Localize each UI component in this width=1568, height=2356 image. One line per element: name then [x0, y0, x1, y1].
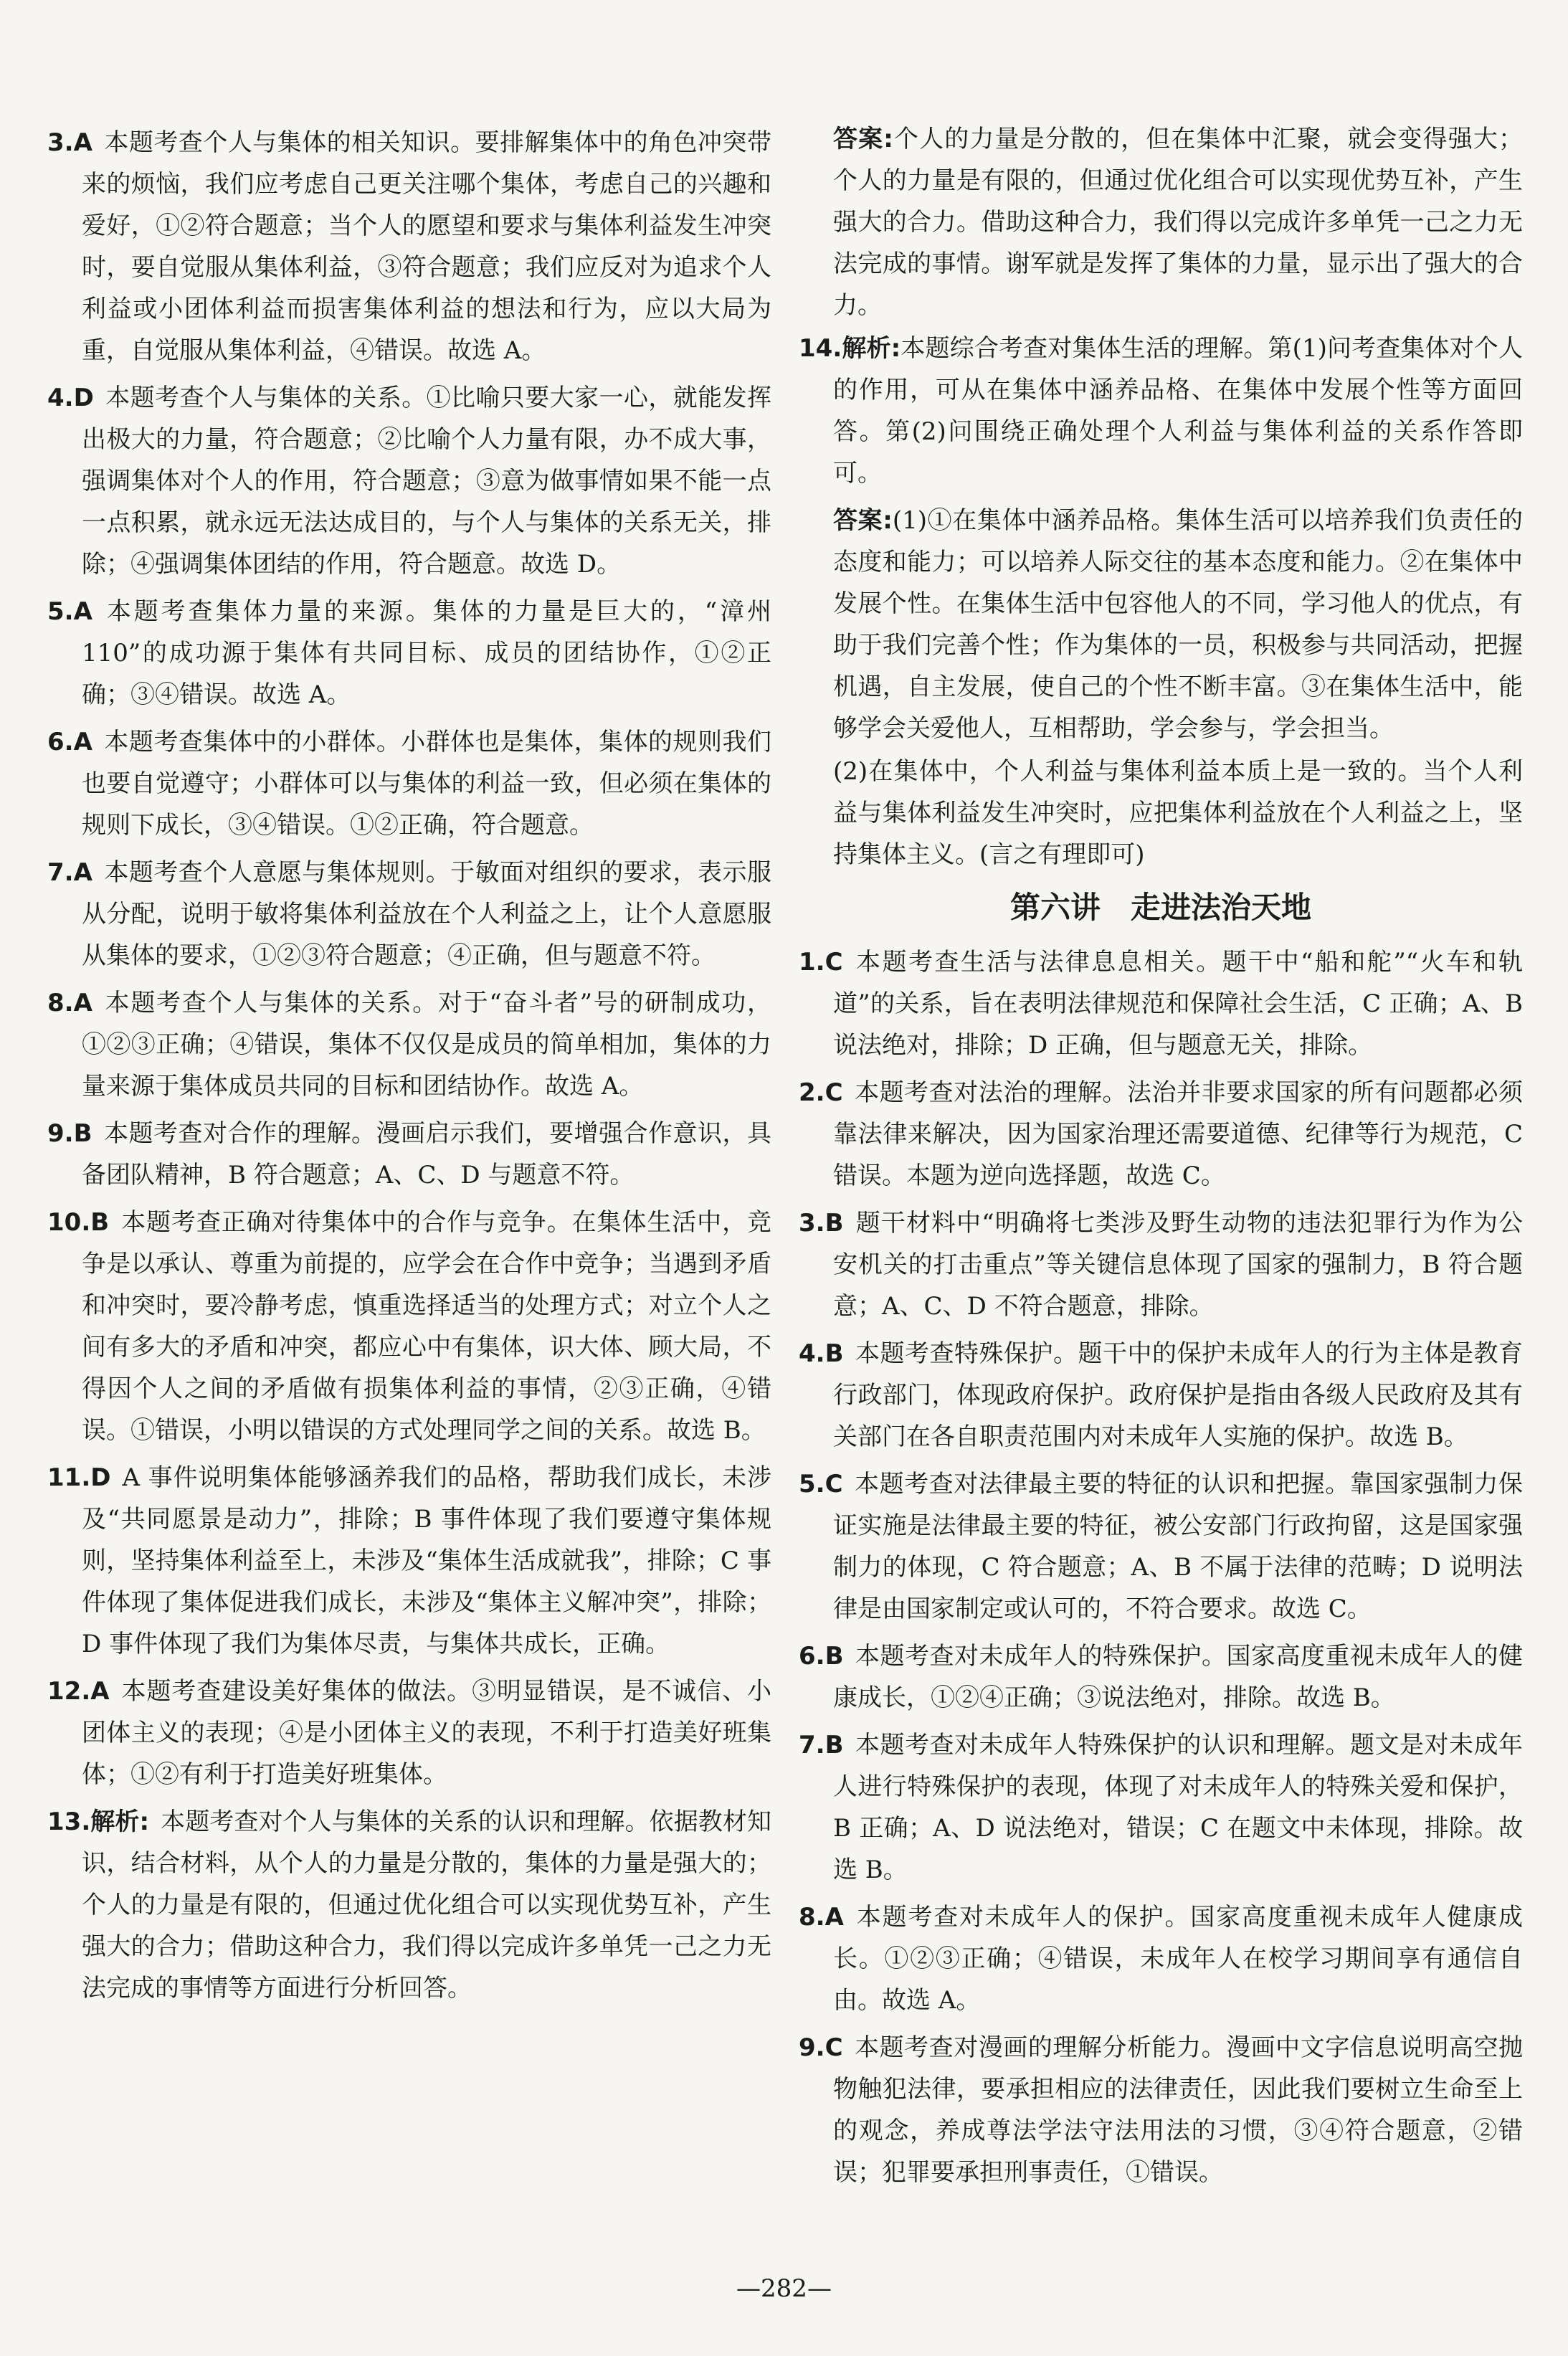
item-explanation: 本题考查对未成年人特殊保护的认识和理解。题文是对未成年人进行特殊保护的表现，体现了对未成年人的特殊关爱和保护，B 正确；A、D 说法绝对，错误；C 在题文中未体现，排除。故选 B。	[833, 1731, 1523, 1884]
item-answer: A	[73, 128, 92, 157]
item-answer: C	[825, 2033, 843, 2062]
answer-item	[47, 1671, 771, 1795]
item-explanation: 本题考查个人与集体的相关知识。要排解集体中的角色冲突带来的烦恼，我们应考虑自己更关注哪个集体，考虑自己的兴趣和爱好，①②符合题意；当个人的愿望和要求与集体利益发生冲突时，要自觉服从集体利益，③符合题意；我们应反对为追求个人利益或小团体利益而损害集体利益的想法和行为，应以大局为重，自觉服从集体利益，④错误。故选 A。	[82, 128, 771, 365]
item-number: 4.	[47, 384, 74, 412]
item-explanation: 本题考查生活与法律息息相关。题干中“船和舵”“火车和轨道”的关系，旨在表明法律规范和保障社会生活，C 正确；A、B 说法绝对，排除；D 正确，但与题意无关，排除。	[833, 948, 1523, 1060]
q14-analysis-label: 解析:	[842, 334, 901, 363]
item-number: 3.	[47, 128, 74, 157]
item-number: 9.	[799, 2033, 825, 2062]
right-answer-list	[799, 941, 1523, 2193]
answer-item	[799, 1635, 1523, 1719]
item-answer: A	[73, 728, 92, 756]
item-number: 2.	[799, 1078, 825, 1107]
item-number: 11.	[47, 1463, 91, 1492]
q14-answer-label: 答案:	[833, 506, 893, 535]
item-answer: B	[825, 1642, 844, 1671]
item-number: 5.	[799, 1470, 825, 1498]
item-number: 7.	[47, 858, 74, 887]
item-answer: B	[90, 1208, 110, 1237]
answer-item	[47, 591, 771, 716]
item-answer: A	[90, 1677, 110, 1706]
item-explanation: 本题考查个人与集体的关系。①比喻只要大家一心，就能发挥出极大的力量，符合题意；②比喻个人力量有限，办不成大事，强调集体对个人的作用，符合题意；③意为做事情如果不能一点一点积累，就永远无法达成目的，与个人与集体的关系无关，排除；④强调集体团结的作用，符合题意。故选 D。	[82, 384, 771, 579]
item-answer: 解析:	[90, 1808, 150, 1836]
answer-item	[799, 1333, 1523, 1458]
item-explanation: 本题考查集体力量的来源。集体的力量是巨大的，“漳州 110”的成功源于集体有共同目标、成员的团结协作，①②正确；③④错误。故选 A。	[82, 597, 771, 709]
section-title: 第六讲 走进法治天地	[1009, 890, 1311, 925]
q13-answer-label: 答案:	[833, 125, 893, 153]
answer-item	[799, 941, 1523, 1066]
item-number: 6.	[47, 728, 74, 756]
item-explanation: 本题考查对法治的理解。法治并非要求国家的所有问题都必须靠法律来解决，因为国家治理还需要道德、纪律等行为规范，C 错误。本题为逆向选择题，故选 C。	[833, 1078, 1523, 1190]
item-explanation: 题干材料中“明确将七类涉及野生动物的违法犯罪行为作为公安机关的打击重点”等关键信息体现了国家的强制力，B 符合题意；A、C、D 不符合题意，排除。	[833, 1209, 1523, 1321]
q14-number: 14.	[799, 334, 842, 363]
answer-item	[799, 1463, 1523, 1630]
answer-item	[47, 1202, 771, 1451]
answer-item	[47, 982, 771, 1107]
item-answer: B	[73, 1119, 92, 1148]
item-number: 9.	[47, 1119, 74, 1148]
item-number: 8.	[47, 989, 74, 1017]
left-column	[47, 122, 771, 2015]
answer-item	[47, 852, 771, 977]
item-number: 13.	[47, 1808, 91, 1836]
item-number: 5.	[47, 597, 74, 626]
q14-answer-2: (2)在集体中，个人利益与集体利益本质上是一致的。当个人利益与集体利益发生冲突时，应把集体利益放在个人利益之上，坚持集体主义。(言之有理即可)	[833, 757, 1523, 869]
item-explanation: 本题考查特殊保护。题干中的保护未成年人的行为主体是教育行政部门，体现政府保护。政府保护是指由各级人民政府及其有关部门在各自职责范围内对未成年人实施的保护。故选 B。	[833, 1339, 1523, 1451]
answer-item	[799, 1072, 1523, 1197]
item-explanation: 本题考查个人意愿与集体规则。于敏面对组织的要求，表示服从分配，说明于敏将集体利益放在个人利益之上，让个人意愿服从集体的要求，①②③符合题意；④正确，但与题意不符。	[82, 858, 771, 970]
item-number: 10.	[47, 1208, 91, 1237]
answer-item	[47, 721, 771, 846]
item-explanation: 本题考查对未成年人的保护。国家高度重视未成年人健康成长。①②③正确；④错误，未成年人在校学习期间享有通信自由。故选 A。	[833, 1903, 1523, 2015]
q13-answer-text: 个人的力量是分散的，但在集体中汇聚，就会变得强大；个人的力量是有限的，但通过优化组合可以实现优势互补，产生强大的合力。借助这种合力，我们得以完成许多单凭一己之力无法完成的事情。谢军就是发挥了集体的力量，显示出了强大的合力。	[833, 125, 1523, 320]
item-explanation: 本题考查对漫画的理解分析能力。漫画中文字信息说明高空抛物触犯法律，要承担相应的法律责任，因此我们要树立生命至上的观念，养成尊法学法守法用法的习惯，③④符合题意，②错误；犯罪要承担刑事责任，①错误。	[833, 2033, 1523, 2187]
item-number: 3.	[799, 1209, 825, 1238]
item-answer: C	[825, 948, 843, 977]
item-explanation: 本题考查对法律最主要的特征的认识和把握。靠国家强制力保证实施是法律最主要的特征，被公安部门行政拘留，这是国家强制力的体现，C 符合题意；A、B 不属于法律的范畴；D 说明法律是由国家制定或认可的，不符合要求。故选 C。	[833, 1470, 1523, 1623]
item-explanation: 本题考查对合作的理解。漫画启示我们，要增强合作意识，具备团队精神，B 符合题意；A、C、D 与题意不符。	[82, 1119, 771, 1189]
right-column	[799, 118, 1523, 2199]
item-answer: D	[90, 1463, 111, 1492]
item-explanation: A 事件说明集体能够涵养我们的品格，帮助我们成长，未涉及“共同愿景是动力”，排除；B 事件体现了我们要遵守集体规则，坚持集体利益至上，未涉及“集体生活成就我”，排除；C 事件体现了集体促进我们成长，未涉及“集体主义解冲突”，排除；D 事件体现了我们为集体尽责，与集体共成长，正确。	[82, 1463, 771, 1658]
page-number: —282—	[736, 2274, 832, 2303]
item-explanation: 本题考查建设美好集体的做法。③明显错误，是不诚信、小团体主义的表现；④是小团体主义的表现，不利于打造美好班集体；①②有利于打造美好班集体。	[82, 1677, 771, 1789]
answer-item	[47, 1457, 771, 1665]
item-answer: A	[825, 1903, 844, 1932]
item-number: 6.	[799, 1642, 825, 1671]
q14-answer-1	[799, 500, 1523, 749]
item-answer: C	[825, 1470, 843, 1498]
left-answer-list	[47, 122, 771, 2009]
item-answer: A	[73, 597, 92, 626]
item-explanation: 本题考查个人与集体的关系。对于“奋斗者”号的研制成功，①②③正确；④错误，集体不仅仅是成员的简单相加，集体的力量来源于集体成员共同的目标和团结协作。故选 A。	[82, 989, 771, 1101]
item-explanation: 本题考查对未成年人的特殊保护。国家高度重视未成年人的健康成长，①②④正确；③说法绝对，排除。故选 B。	[833, 1642, 1523, 1712]
item-answer: A	[73, 989, 92, 1017]
answer-item	[799, 1724, 1523, 1891]
item-number: 8.	[799, 1903, 825, 1932]
answer-item	[47, 1801, 771, 2009]
q13-answer	[799, 118, 1523, 326]
item-explanation: 本题考查集体中的小群体。小群体也是集体，集体的规则我们也要自觉遵守；小群体可以与集体的利益一致，但必须在集体的规则下成长，③④错误。①②正确，符合题意。	[82, 728, 771, 840]
item-number: 1.	[799, 948, 825, 977]
item-answer: B	[825, 1731, 844, 1759]
answer-item	[47, 1113, 771, 1196]
q14-analysis-text: 本题综合考查对集体生活的理解。第(1)问考查集体对个人的作用，可从在集体中涵养品格、在集体中发展个性等方面回答。第(2)问围绕正确处理个人利益与集体利益的关系作答即可。	[833, 334, 1523, 488]
item-answer: B	[825, 1339, 844, 1368]
answer-item	[47, 377, 771, 585]
item-answer: D	[73, 384, 94, 412]
item-explanation: 本题考查正确对待集体中的合作与竞争。在集体生活中，竞争是以承认、尊重为前提的，应学会在合作中竞争；当遇到矛盾和冲突时，要冷静考虑，慎重选择适当的处理方式；对立个人之间有多大的矛盾和冲突，都应心中有集体，识大体、顾大局，不得因个人之间的矛盾做有损集体利益的事情，②③正确，④错误。①错误，小明以错误的方式处理同学之间的关系。故选 B。	[82, 1208, 771, 1445]
answer-item	[799, 1896, 1523, 2021]
item-number: 12.	[47, 1677, 91, 1706]
answer-item	[799, 2027, 1523, 2193]
item-answer: B	[825, 1209, 844, 1238]
q14-analysis	[799, 328, 1523, 494]
item-number: 7.	[799, 1731, 825, 1759]
answer-item	[47, 122, 771, 371]
q14-answer-1-text: (1)①在集体中涵养品格。集体生活可以培养我们负责任的态度和能力；可以培养人际交往的基本态度和能力。②在集体中发展个性。在集体生活中包容他人的不同，学习他人的优点，有助于我们完善个性；作为集体的一员，积极参与共同活动，把握机遇，自主发展，使自己的个性不断丰富。③在集体生活中，能够学会关爱他人，互相帮助，学会参与，学会担当。	[833, 506, 1523, 743]
item-answer: C	[825, 1078, 843, 1107]
answer-item	[799, 1202, 1523, 1327]
item-number: 4.	[799, 1339, 825, 1368]
item-answer: A	[73, 858, 92, 887]
item-explanation: 本题考查对个人与集体的关系的认识和理解。依据教材知识，结合材料，从个人的力量是分散的，集体的力量是强大的；个人的力量是有限的，但通过优化组合可以实现优势互补，产生强大的合力；借助这种合力，我们得以完成许多单凭一己之力无法完成的事情等方面进行分析回答。	[82, 1808, 771, 2003]
